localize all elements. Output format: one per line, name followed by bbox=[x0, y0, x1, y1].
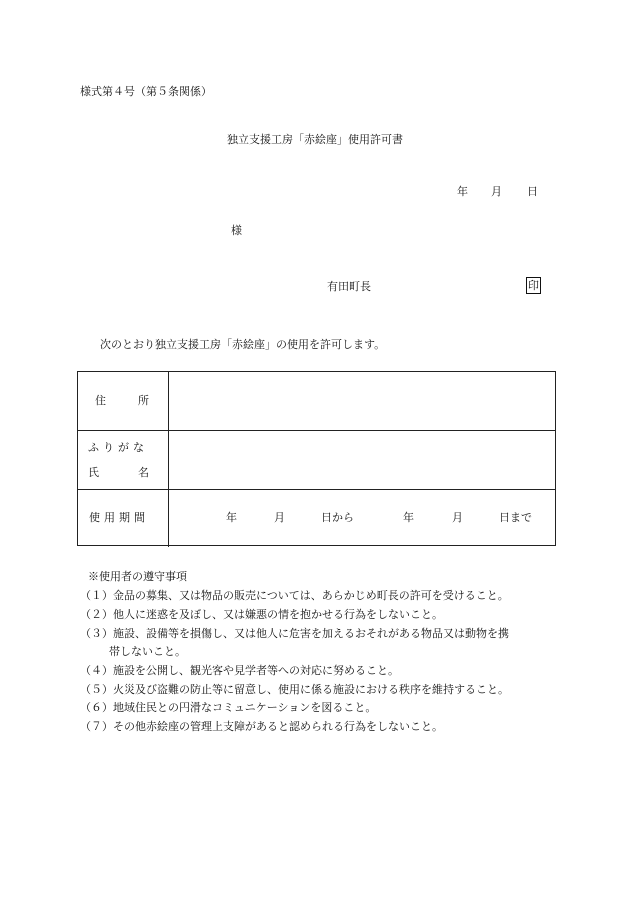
period-start-month: 月 bbox=[274, 511, 285, 524]
rule-item-1: （１）金品の募集、又は物品の販売については、あらかじめ町長の許可を受けること。 bbox=[80, 589, 509, 602]
table-row-address bbox=[78, 372, 555, 430]
seal-stamp: 印 bbox=[528, 279, 539, 292]
rule-item-7: （７）その他赤絵座の管理上支障があると認められる行為をしないこと。 bbox=[80, 720, 443, 733]
date-year-label: 年 bbox=[457, 185, 468, 198]
name-label-part1: 氏 bbox=[88, 466, 99, 479]
document-title: 独立支援工房「赤絵座」使用許可書 bbox=[227, 133, 403, 146]
issuer-name: 有田町長 bbox=[327, 280, 371, 293]
period-end-year: 年 bbox=[403, 511, 414, 524]
name-label-part2: 名 bbox=[138, 466, 149, 479]
address-label-part2: 所 bbox=[138, 394, 149, 407]
addressee-suffix: 様 bbox=[231, 224, 242, 237]
period-end-day: 日まで bbox=[499, 511, 532, 524]
intro-text: 次のとおり独立支援工房「赤絵座」の使用を許可します。 bbox=[100, 338, 386, 351]
rule-item-2: （２）他人に迷惑を及ぼし、又は嫌悪の情を抱かせる行為をしないこと。 bbox=[80, 608, 443, 621]
period-label: 使用期間 bbox=[89, 511, 149, 524]
period-label-cell bbox=[78, 490, 169, 547]
address-label-part1: 住 bbox=[95, 394, 106, 407]
rules-heading: ※使用者の遵守事項 bbox=[88, 570, 187, 583]
rule-item-5: （５）火災及び盗難の防止等に留意し、使用に係る施設における秩序を維持すること。 bbox=[80, 683, 509, 696]
period-start-year: 年 bbox=[226, 511, 237, 524]
period-start-day: 日から bbox=[321, 511, 354, 524]
table-row-name bbox=[78, 430, 555, 490]
rule-item-6: （６）地域住民との円滑なコミュニケーションを図ること。 bbox=[80, 701, 377, 714]
form-number: 様式第４号（第５条関係） bbox=[80, 85, 212, 98]
permit-table bbox=[77, 371, 556, 546]
furigana-label: ふりがな bbox=[88, 441, 148, 454]
date-day-label: 日 bbox=[527, 185, 538, 198]
rule-item-3: （３）施設、設備等を損傷し、又は他人に危害を加えるおそれがある物品又は動物を携 bbox=[80, 627, 509, 640]
table-row-period bbox=[78, 489, 555, 547]
name-label-cell bbox=[78, 431, 169, 490]
period-end-month: 月 bbox=[452, 511, 463, 524]
address-label-cell bbox=[78, 372, 169, 430]
date-month-label: 月 bbox=[491, 185, 502, 198]
rule-item-4: （４）施設を公開し、観光客や見学者等への対応に努めること。 bbox=[80, 664, 399, 677]
rule-item-3-continued: 帯しないこと。 bbox=[109, 645, 186, 658]
